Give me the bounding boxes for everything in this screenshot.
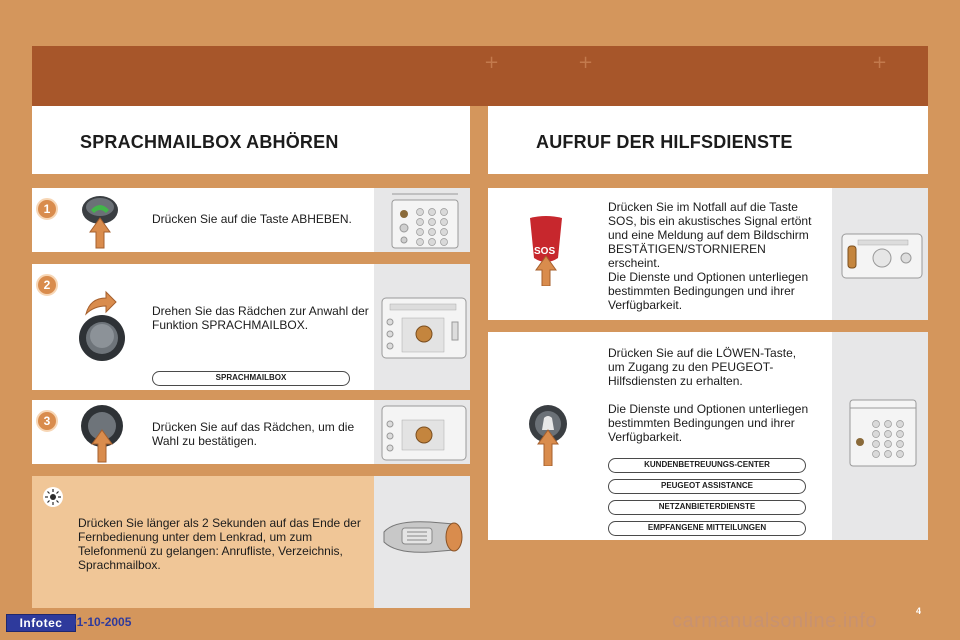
keypad-lion-image: [832, 332, 928, 540]
sos-panel: [488, 188, 928, 320]
steering-control-image: [374, 476, 470, 608]
text-line: BESTÄTIGEN/STORNIEREN: [608, 242, 766, 256]
service-option-pill: PEUGEOT ASSISTANCE: [608, 479, 806, 494]
step-number-badge: 3: [36, 410, 58, 432]
sos-text: [608, 200, 840, 312]
text-line: Drücken Sie im Notfall auf die Taste: [608, 200, 798, 214]
lion-text: [608, 346, 840, 444]
section-title: AUFRUF DER HILFSDIENSTE: [536, 132, 793, 152]
text-line: um Zugang zu den PEUGEOT-: [608, 360, 774, 374]
radio-sos-image: [832, 188, 928, 320]
right-title-panel: [488, 106, 928, 174]
step-text: Drücken Sie auf die Taste ABHEBEN.: [152, 212, 352, 226]
knob-press-icon: [78, 404, 126, 464]
plus-decoration: +: [578, 52, 594, 73]
footer-date: 01-10-2005: [70, 615, 132, 629]
tip-panel: [32, 476, 470, 608]
page-number: 4: [916, 606, 922, 616]
rotate-arrow-icon: [84, 290, 118, 316]
text-line: Die Dienste und Optionen unterliegen: [608, 402, 809, 416]
text-line: [608, 388, 840, 402]
left-title-panel: [32, 106, 470, 174]
text-line: erscheint.: [608, 256, 661, 270]
keypad-image: [374, 188, 470, 252]
service-option-pill: EMPFANGENE MITTEILUNGEN: [608, 521, 806, 536]
text-line: Die Dienste und Optionen unterliegen: [608, 270, 809, 284]
step-number-badge: 2: [36, 274, 58, 296]
infotec-logo: Infotec: [6, 614, 76, 632]
watermark: carmanualsonline.info: [672, 610, 878, 632]
step-text: Drücken Sie auf das Rädchen, um die Wahl zu bestätigen.: [152, 420, 355, 448]
radio-image: [374, 400, 470, 464]
text-line: bestimmten Bedingungen und ihrer: [608, 284, 795, 298]
service-option-pill: KUNDENBETREUUNGS-CENTER: [608, 458, 806, 473]
text-line: Verfügbarkeit.: [608, 298, 683, 312]
step-2-panel: [32, 264, 470, 390]
text-line: Hilfsdiensten zu erhalten.: [608, 374, 743, 388]
lion-button-icon: [528, 404, 568, 466]
lion-panel: [488, 332, 928, 540]
radio-image: [374, 264, 470, 390]
text-line: Verfügbarkeit.: [608, 430, 683, 444]
phone-button-icon: [80, 194, 120, 250]
sos-label: SOS: [534, 246, 556, 257]
plus-decoration: +: [872, 52, 888, 73]
section-title: SPRACHMAILBOX ABHÖREN: [80, 132, 339, 152]
tip-text: Drücken Sie länger als 2 Sekunden auf das Ende der Fernbedienung unter dem Lenkrad, um zum Telefonmenü zu gelangen: Anrufliste, Verzeichnis, Sprachmailbox.: [78, 516, 361, 572]
text-line: und eine Meldung auf dem Bildschirm: [608, 228, 809, 242]
menu-option-pill: SPRACHMAILBOX: [152, 371, 350, 386]
step-1-panel: [32, 188, 470, 252]
header-band: [32, 46, 928, 106]
text-line: Drücken Sie auf die LÖWEN-Taste,: [608, 346, 797, 360]
step-3-panel: [32, 400, 470, 464]
knob-icon: [78, 314, 126, 362]
text-line: SOS, bis ein akustisches Signal ertönt: [608, 214, 812, 228]
step-number-badge: 1: [36, 198, 58, 220]
plus-decoration: +: [484, 52, 500, 73]
text-line: bestimmten Bedingungen und ihrer: [608, 416, 795, 430]
lightbulb-icon: [42, 486, 64, 508]
service-option-pill: NETZANBIETERDIENSTE: [608, 500, 806, 515]
step-text: Drehen Sie das Rädchen zur Anwahl der Funktion SPRACHMAILBOX.: [152, 304, 369, 332]
